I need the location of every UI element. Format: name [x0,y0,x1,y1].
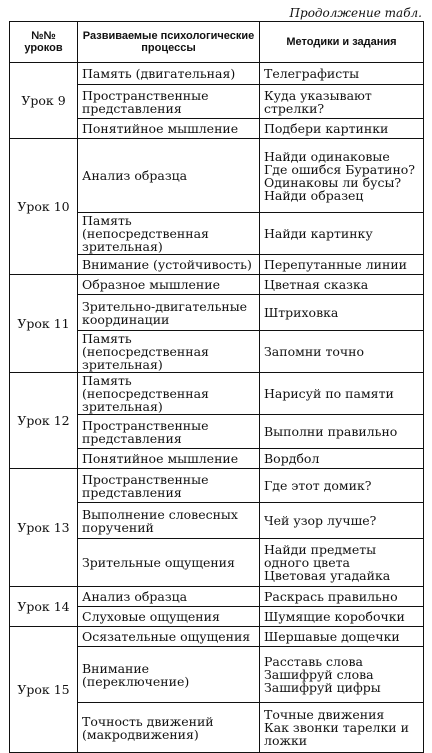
method-item: Цветная сказка [264,277,369,292]
methods-cell [260,213,424,255]
method-item: Запомни точно [264,344,365,359]
method-item: Чей узор лучше? [264,513,377,528]
process-cell: Понятийное мышление [78,119,260,139]
process-cell: Осязательные ощущения [78,627,260,647]
method-item: Перепутанные линии [264,257,407,272]
lesson-name-cell: Урок 15 [10,627,78,753]
process-cell: Понятийное мышление [78,449,260,469]
methods-cell [260,587,424,607]
header-methods: Методики и задания [260,22,424,63]
method-item: Найди предметы одного цвета [264,542,377,570]
methods-cell [260,63,424,85]
lesson-name-cell: Урок 9 [10,63,78,139]
process-cell: Память (непосредственная зрительная) [78,331,260,373]
process-cell: Пространственные представления [78,415,260,449]
methods-cell [260,139,424,213]
methods-cell [260,703,424,753]
table-row [10,627,424,647]
method-item: Зашифруй цифры [264,680,381,695]
method-item: Подбери картинки [264,121,389,136]
method-item: Найди образец [264,187,364,203]
method-item: Как звонки тарелки и ложки [264,720,409,748]
methods-cell [260,449,424,469]
table-row [10,373,424,415]
methods-cell [260,255,424,275]
method-item: Точные движения [264,707,385,722]
process-cell: Зрительные ощущения [78,539,260,587]
process-cell: Память (непосредственная зрительная) [78,213,260,255]
lesson-name-cell: Урок 10 [10,139,78,275]
table-row [10,587,424,607]
method-item: Телеграфисты [264,66,360,81]
process-cell: Пространственные представления [78,469,260,503]
process-cell: Анализ образца [78,139,260,213]
method-item: Расставь слова [264,654,364,669]
process-cell: Внимание (переключение) [78,647,260,703]
method-item: Куда указывают стрелки? [264,87,372,116]
process-cell: Память (двигательная) [78,63,260,85]
methods-cell [260,119,424,139]
method-item: Цветовая угадайка [264,568,391,583]
methods-cell [260,503,424,539]
table-body [10,63,424,753]
lesson-name-cell: Урок 14 [10,587,78,627]
methods-cell [260,627,424,647]
table-row [10,275,424,295]
method-item: Найди одинаковые [264,148,390,164]
method-item: Раскрась правильно [264,589,398,604]
method-item: Шершавые дощечки [264,629,400,644]
lesson-plan-table [9,21,424,753]
methods-cell [260,373,424,415]
methods-cell [260,415,424,449]
method-item: Где ошибся Буратино? [264,161,416,177]
process-cell: Анализ образца [78,587,260,607]
methods-cell [260,275,424,295]
methods-cell [260,647,424,703]
methods-cell [260,539,424,587]
process-cell: Внимание (устойчивость) [78,255,260,275]
process-cell: Пространственные представления [78,85,260,119]
table-header-row [10,22,424,63]
method-item: Одинаковы ли бусы? [264,174,402,190]
process-cell: Точность движений (макродвижения) [78,703,260,753]
process-cell: Образное мышление [78,275,260,295]
methods-cell [260,85,424,119]
method-item: Найди картинку [264,226,373,241]
methods-cell [260,295,424,331]
header-lessons: №№ уроков [10,22,78,63]
table-row [10,469,424,503]
method-item: Нарисуй по памяти [264,386,394,401]
process-cell: Слуховые ощущения [78,607,260,627]
lesson-name-cell: Урок 12 [10,373,78,469]
method-item: Зашифруй слова [264,667,374,682]
process-cell: Память (непосредственная зрительная) [78,373,260,415]
methods-cell [260,607,424,627]
table-row [10,63,424,85]
methods-cell [260,469,424,503]
table-row [10,139,424,213]
table-continuation-caption: Продолжение табл. [289,6,422,20]
method-item: Шумящие коробочки [264,609,405,624]
lesson-name-cell: Урок 13 [10,469,78,587]
process-cell: Зрительно-двигательные координации [78,295,260,331]
lesson-name-cell: Урок 11 [10,275,78,373]
method-item: Выполни правильно [264,424,398,439]
header-processes: Развиваемые психологические процессы [78,22,260,63]
method-item: Штриховка [264,305,339,320]
methods-cell [260,331,424,373]
method-item: Где этот домик? [264,478,372,493]
method-item: Вордбол [264,451,320,466]
process-cell: Выполнение словесных поручений [78,503,260,539]
